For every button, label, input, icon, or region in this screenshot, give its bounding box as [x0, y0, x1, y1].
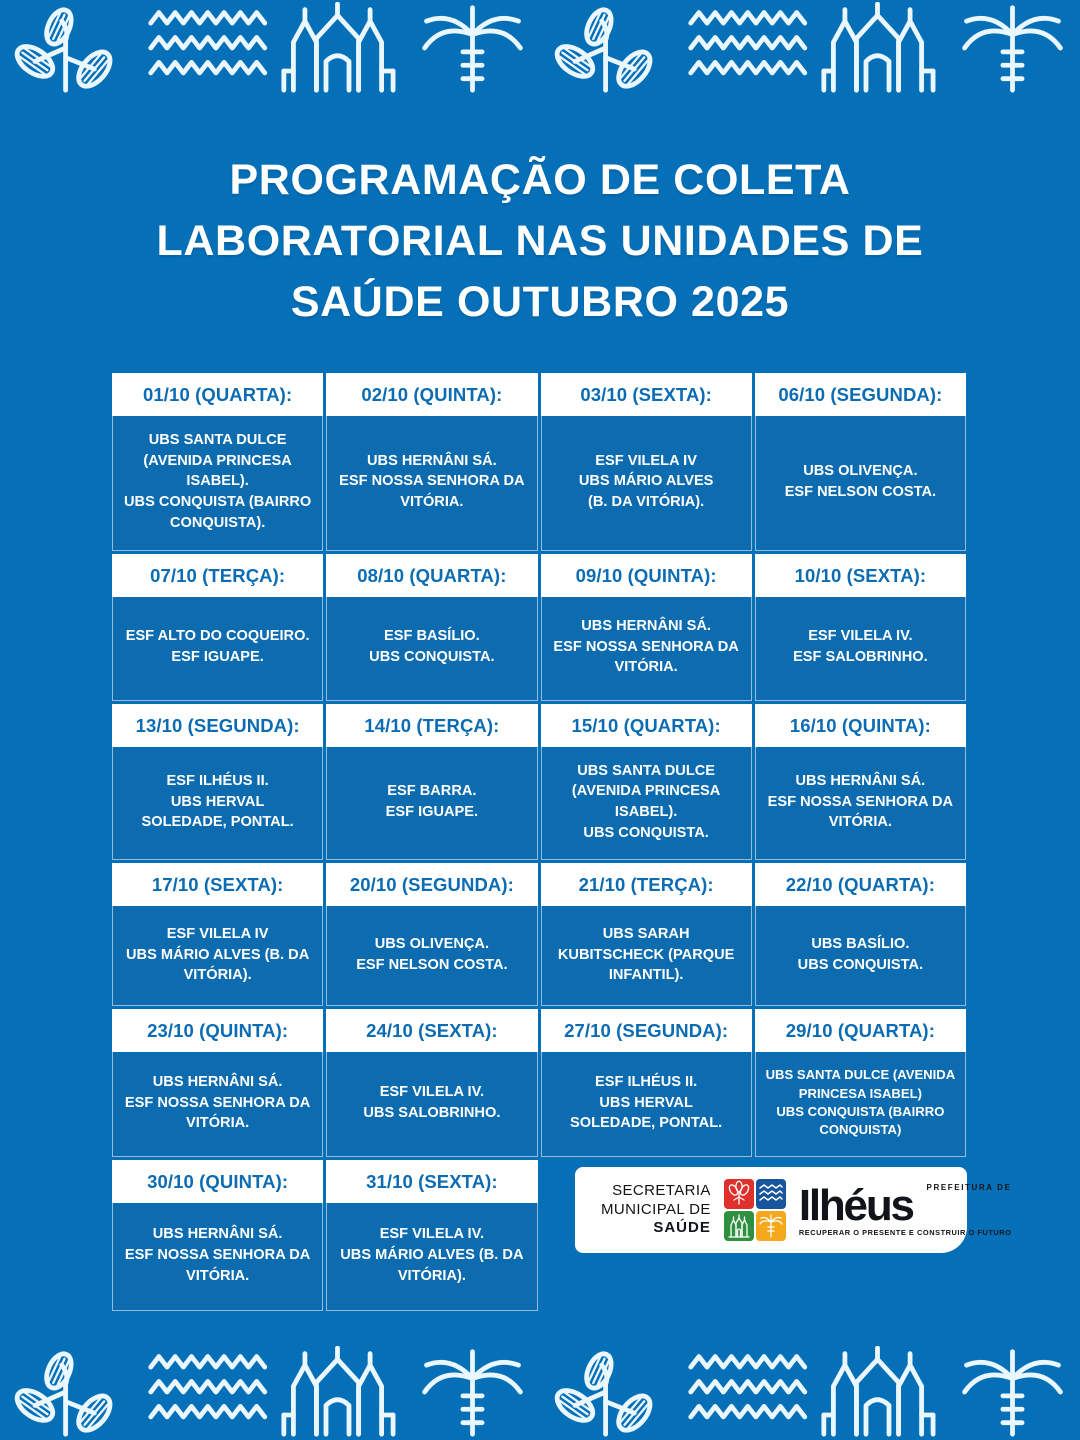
unit-line: ESF SALOBRINHO.: [793, 649, 928, 666]
page-title-line-2: LABORATORIAL NAS UNIDADES DE: [156, 217, 924, 266]
day-header: 08/10 (QUARTA):: [326, 554, 537, 597]
prefeitura-label: PREFEITURA DE: [926, 1183, 1012, 1193]
unit-line: UBS CONQUISTA.: [583, 824, 709, 841]
unit-line: UBS HERVAL: [599, 1094, 693, 1111]
palm-tree-icon: [945, 1346, 1080, 1438]
unit-list: [541, 416, 752, 551]
unit-list: [326, 597, 537, 701]
unit-line: ESF NOSSA SENHORA DA VITÓRIA.: [767, 793, 954, 831]
unit-line: ESF VILELA IV.: [379, 1084, 485, 1101]
unit-line: UBS MÁRIO ALVES (B. DA VITÓRIA).: [126, 946, 310, 984]
cathedral-icon: [270, 1346, 405, 1438]
day-header: 15/10 (QUARTA):: [541, 704, 752, 747]
unit-list: [326, 1203, 537, 1311]
unit-list: [112, 597, 323, 701]
logo-badge: [575, 1167, 1012, 1253]
unit-line: ESF ILHÉUS II.: [595, 1074, 698, 1091]
unit-list: [541, 747, 752, 861]
cathedral-icon: [810, 1346, 945, 1438]
waves-icon: [135, 1346, 270, 1438]
unit-list: [541, 1052, 752, 1156]
schedule-cell: [326, 1009, 537, 1156]
cocoa-branch-icon: [0, 2, 135, 94]
schedule-row: [112, 1009, 966, 1156]
unit-list: [112, 906, 323, 1006]
unit-list: [112, 1052, 323, 1156]
unit-list-text: [335, 1224, 528, 1286]
unit-line: ESF ILHÉUS II.: [166, 772, 269, 789]
day-header: 22/10 (QUARTA):: [755, 863, 966, 906]
schedule-cell: [326, 863, 537, 1006]
unit-line: UBS MÁRIO ALVES: [578, 473, 714, 490]
unit-line: UBS SANTA DULCE (AVENIDA PRINCESA ISABEL): [765, 1067, 956, 1101]
unit-line: ESF NELSON COSTA.: [784, 483, 937, 500]
slogan: RECUPERAR O PRESENTE E CONSTRUIR O FUTURO: [798, 1227, 1012, 1237]
unit-line: ESF ALTO DO COQUEIRO.: [125, 628, 310, 645]
top-decorative-border: [0, 0, 1080, 96]
unit-line: UBS BASÍLIO.: [811, 936, 910, 953]
unit-line: UBS SALOBRINHO.: [363, 1105, 501, 1122]
unit-line: SOLEDADE, PONTAL.: [570, 1115, 723, 1132]
unit-list-text: [550, 924, 743, 986]
unit-line: UBS SANTA DULCE (AVENIDA PRINCESA ISABEL).: [571, 762, 721, 821]
schedule-row: [112, 863, 966, 1006]
unit-list-text: [764, 771, 957, 833]
day-header: 10/10 (SEXTA):: [755, 554, 966, 597]
schedule-cell: [755, 1009, 966, 1156]
cathedral-icon: [724, 1211, 754, 1241]
schedule-cell: [112, 704, 323, 861]
schedule-cell: [112, 863, 323, 1006]
unit-line: UBS CONQUISTA.: [797, 956, 924, 973]
unit-line: ESF VILELA IV.: [808, 628, 913, 645]
schedule-cell: [541, 863, 752, 1006]
day-header: 23/10 (QUINTA):: [112, 1009, 323, 1052]
unit-line: UBS HERVAL: [170, 793, 265, 810]
schedule-cell: [755, 554, 966, 701]
prefeitura-ilheus-logo: [799, 1183, 1012, 1237]
day-header: 24/10 (SEXTA):: [326, 1009, 537, 1052]
day-header: 14/10 (TERÇA):: [326, 704, 537, 747]
schedule-cell: [112, 554, 323, 701]
unit-line: UBS HERNÂNI SÁ.: [367, 452, 497, 469]
unit-line: ESF BARRA.: [387, 783, 477, 800]
cathedral-icon: [270, 2, 405, 94]
palm-tree-icon: [756, 1211, 786, 1241]
day-header: 06/10 (SEGUNDA):: [755, 373, 966, 416]
unit-list-text: [335, 451, 528, 513]
schedule-cell: [326, 373, 537, 551]
unit-list-text: [121, 771, 314, 833]
unit-line: UBS HERNÂNI SÁ.: [152, 1074, 283, 1091]
unit-line: UBS HERNÂNI SÁ.: [581, 618, 711, 635]
schedule-cell: [541, 373, 752, 551]
day-header: 07/10 (TERÇA):: [112, 554, 323, 597]
unit-line: SOLEDADE, PONTAL.: [141, 814, 294, 831]
unit-line: UBS CONQUISTA (BAIRRO CONQUISTA): [776, 1104, 945, 1138]
unit-line: UBS SANTA DULCE (AVENIDA PRINCESA ISABEL).: [143, 432, 292, 490]
secretaria-line-2: MUNICIPAL DE: [601, 1200, 711, 1218]
unit-list-text: [550, 451, 743, 513]
secretaria-municipal-saude-label: [601, 1182, 711, 1239]
ilheus-coat-of-arms-icon: [724, 1179, 786, 1241]
schedule-cell: [112, 1160, 323, 1311]
unit-list: [755, 747, 966, 861]
unit-line: UBS MÁRIO ALVES (B. DA VITÓRIA).: [340, 1246, 524, 1284]
unit-list-text: [335, 1082, 528, 1123]
day-header: 13/10 (SEGUNDA):: [112, 704, 323, 747]
waves-icon: [675, 2, 810, 94]
cocoa-flower-icon: [724, 1179, 754, 1209]
schedule-row: [112, 704, 966, 861]
unit-list: [326, 906, 537, 1006]
unit-list-text: [764, 626, 957, 667]
unit-list-text: [335, 781, 528, 822]
unit-line: (B. DA VITÓRIA).: [588, 494, 705, 511]
cocoa-branch-icon: [540, 1346, 675, 1438]
page-title-line-3: SAÚDE OUTUBRO 2025: [290, 278, 790, 327]
unit-line: ESF BASÍLIO.: [384, 628, 480, 645]
unit-list: [326, 747, 537, 861]
unit-line: UBS CONQUISTA (BAIRRO CONQUISTA).: [123, 494, 312, 531]
day-header: 09/10 (QUINTA):: [541, 554, 752, 597]
schedule-cell: [541, 704, 752, 861]
cocoa-branch-icon: [0, 1346, 135, 1438]
unit-list: [326, 416, 537, 551]
unit-line: ESF VILELA IV: [166, 925, 269, 942]
unit-list-text: [121, 430, 314, 534]
day-header: 31/10 (SEXTA):: [326, 1160, 537, 1203]
day-header: 16/10 (QUINTA):: [755, 704, 966, 747]
unit-line: UBS HERNÂNI SÁ.: [152, 1226, 283, 1243]
unit-line: UBS OLIVENÇA.: [374, 936, 490, 953]
secretaria-line-3: SAÚDE: [653, 1219, 711, 1237]
day-header: 27/10 (SEGUNDA):: [541, 1009, 752, 1052]
unit-line: UBS SARAH KUBITSCHECK (PARQUE INFANTIL).: [557, 925, 735, 984]
unit-list-text: [121, 626, 314, 667]
unit-list-text: [121, 1072, 314, 1134]
unit-line: ESF IGUAPE.: [385, 804, 479, 821]
unit-list-text: [121, 924, 314, 986]
schedule-cell: [326, 704, 537, 861]
page-title-line-1: PROGRAMAÇÃO DE COLETA: [229, 156, 851, 204]
unit-list-text: [550, 616, 743, 678]
unit-list-text: [121, 1224, 314, 1286]
unit-line: ESF VILELA IV: [595, 452, 697, 469]
schedule-cell: [112, 373, 323, 551]
palm-tree-icon: [405, 2, 540, 94]
waves-icon: [675, 1346, 810, 1438]
palm-tree-icon: [945, 2, 1080, 94]
unit-line: ESF NOSSA SENHORA DA VITÓRIA.: [339, 473, 525, 511]
schedule-cell: [755, 373, 966, 551]
unit-list-text: [764, 461, 957, 502]
unit-list: [541, 597, 752, 701]
unit-line: UBS CONQUISTA.: [369, 649, 495, 666]
page-title: [0, 150, 1080, 333]
unit-line: UBS HERNÂNI SÁ.: [795, 772, 926, 789]
unit-list: [112, 1203, 323, 1311]
schedule-cell: [541, 554, 752, 701]
waves-icon: [135, 2, 270, 94]
day-header: 17/10 (SEXTA):: [112, 863, 323, 906]
palm-tree-icon: [405, 1346, 540, 1438]
schedule-cell: [755, 863, 966, 1006]
unit-list-text: [550, 761, 743, 844]
day-header: 30/10 (QUINTA):: [112, 1160, 323, 1203]
day-header: 20/10 (SEGUNDA):: [326, 863, 537, 906]
unit-list: [112, 747, 323, 861]
unit-line: ESF NOSSA SENHORA DA VITÓRIA.: [124, 1246, 311, 1284]
secretaria-line-1: SECRETARIA: [612, 1181, 711, 1199]
unit-line: ESF NELSON COSTA.: [356, 956, 508, 973]
unit-line: ESF NOSSA SENHORA DA VITÓRIA.: [124, 1094, 311, 1132]
unit-list: [755, 416, 966, 551]
unit-list-text: [550, 1072, 743, 1134]
cathedral-icon: [810, 2, 945, 94]
schedule-row: [112, 554, 966, 701]
unit-line: ESF VILELA IV.: [379, 1226, 485, 1243]
schedule-cell: [755, 704, 966, 861]
day-header: 21/10 (TERÇA):: [541, 863, 752, 906]
day-header: 03/10 (SEXTA):: [541, 373, 752, 416]
unit-list: [755, 906, 966, 1006]
schedule-cell: [326, 1160, 537, 1311]
unit-list: [112, 416, 323, 551]
unit-line: ESF NOSSA SENHORA DA VITÓRIA.: [553, 638, 739, 676]
day-header: 29/10 (QUARTA):: [755, 1009, 966, 1052]
city-name: Ilhéus: [798, 1181, 913, 1231]
unit-list-text: [335, 626, 528, 667]
unit-list-text: [764, 934, 957, 975]
schedule-cell: [326, 554, 537, 701]
unit-list: [755, 1052, 966, 1156]
schedule-cell: [541, 1009, 752, 1156]
schedule-cell: [112, 1009, 323, 1156]
day-header: 02/10 (QUINTA):: [326, 373, 537, 416]
unit-line: ESF IGUAPE.: [171, 649, 264, 666]
unit-line: UBS OLIVENÇA.: [803, 463, 918, 480]
unit-list: [541, 906, 752, 1006]
unit-list: [326, 1052, 537, 1156]
unit-list-text: [764, 1066, 957, 1139]
cocoa-branch-icon: [540, 2, 675, 94]
day-header: 01/10 (QUARTA):: [112, 373, 323, 416]
bottom-decorative-border: [0, 1344, 1080, 1440]
waves-icon: [756, 1179, 786, 1209]
schedule-row: [112, 373, 966, 551]
unit-list: [755, 597, 966, 701]
unit-list-text: [335, 934, 528, 975]
